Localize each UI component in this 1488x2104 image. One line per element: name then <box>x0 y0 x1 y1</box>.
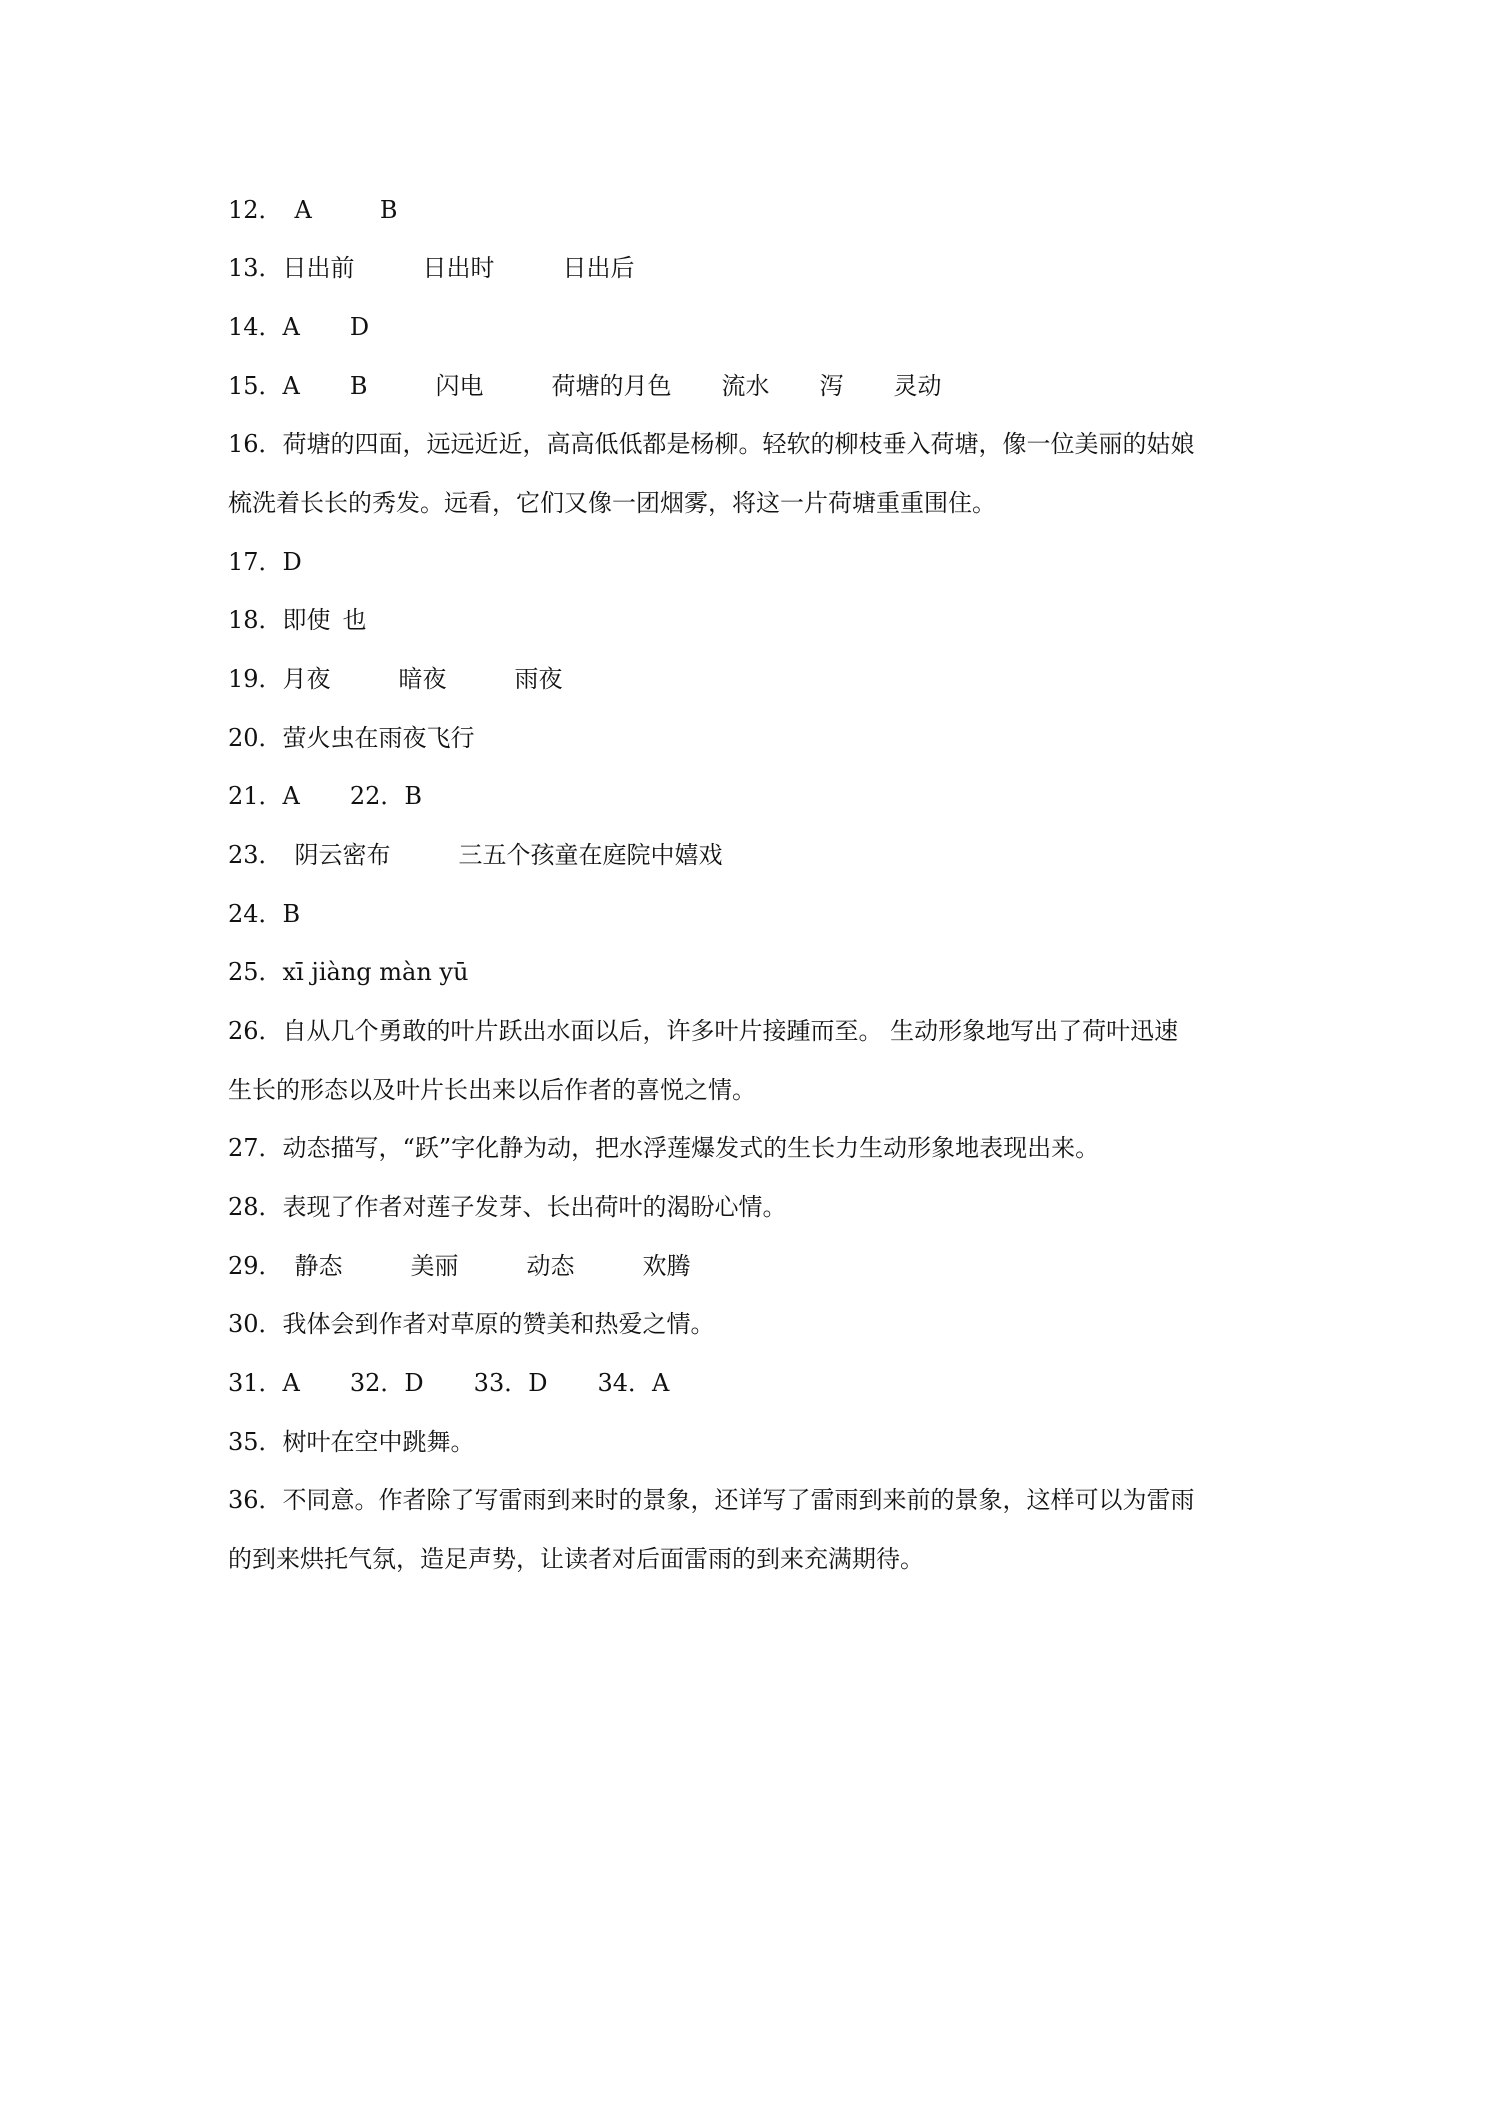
answer-31-34: 31．A 32．D 33．D 34．A <box>228 1369 670 1397</box>
answer-23: 23． 阴云密布 三五个孩童在庭院中嬉戏 <box>228 841 723 869</box>
answer-13: 13．日出前 日出时 日出后 <box>228 254 635 282</box>
answer-29: 29． 静态 美丽 动态 欢腾 <box>228 1252 691 1280</box>
answer-36-line-1: 36．不同意。作者除了写雷雨到来时的景象，还详写了雷雨到来前的景象，这样可以为雷雨 <box>228 1486 1195 1514</box>
answer-21-22: 21．A 22．B <box>228 782 423 810</box>
answer-26-line-2: 生长的形态以及叶片长出来以后作者的喜悦之情。 <box>228 1076 756 1104</box>
answer-19: 19．月夜 暗夜 雨夜 <box>228 665 563 693</box>
answer-36-line-2: 的到来烘托气氛，造足声势，让读者对后面雷雨的到来充满期待。 <box>228 1545 924 1573</box>
answer-27: 27．动态描写，“跃”字化静为动，把水浮莲爆发式的生长力生动形象地表现出来。 <box>228 1134 1100 1162</box>
answer-26-line-1: 26．自从几个勇敢的叶片跃出水面以后，许多叶片接踵而至。 生动形象地写出了荷叶迅速 <box>228 1017 1179 1045</box>
answer-20: 20．萤火虫在雨夜飞行 <box>228 724 475 752</box>
answer-30: 30．我体会到作者对草原的赞美和热爱之情。 <box>228 1310 715 1338</box>
answer-16-line-1: 16．荷塘的四面，远远近近，高高低低都是杨柳。轻软的柳枝垂入荷塘，像一位美丽的姑娘 <box>228 430 1195 458</box>
answer-25: 25．xī jiàng màn yū <box>228 958 469 986</box>
answer-17: 17．D <box>228 548 302 576</box>
answer-14: 14．A D <box>228 313 370 341</box>
answer-18: 18．即使 也 <box>228 606 367 634</box>
answer-16-line-2: 梳洗着长长的秀发。远看，它们又像一团烟雾，将这一片荷塘重重围住。 <box>228 489 996 517</box>
answer-28: 28．表现了作者对莲子发芽、长出荷叶的渴盼心情。 <box>228 1193 787 1221</box>
answer-15: 15．A B 闪电 荷塘的月色 流水 泻 灵动 <box>228 372 942 400</box>
answer-12: 12． A B <box>228 196 398 224</box>
answer-35: 35．树叶在空中跳舞。 <box>228 1428 475 1456</box>
answer-24: 24．B <box>228 900 301 928</box>
